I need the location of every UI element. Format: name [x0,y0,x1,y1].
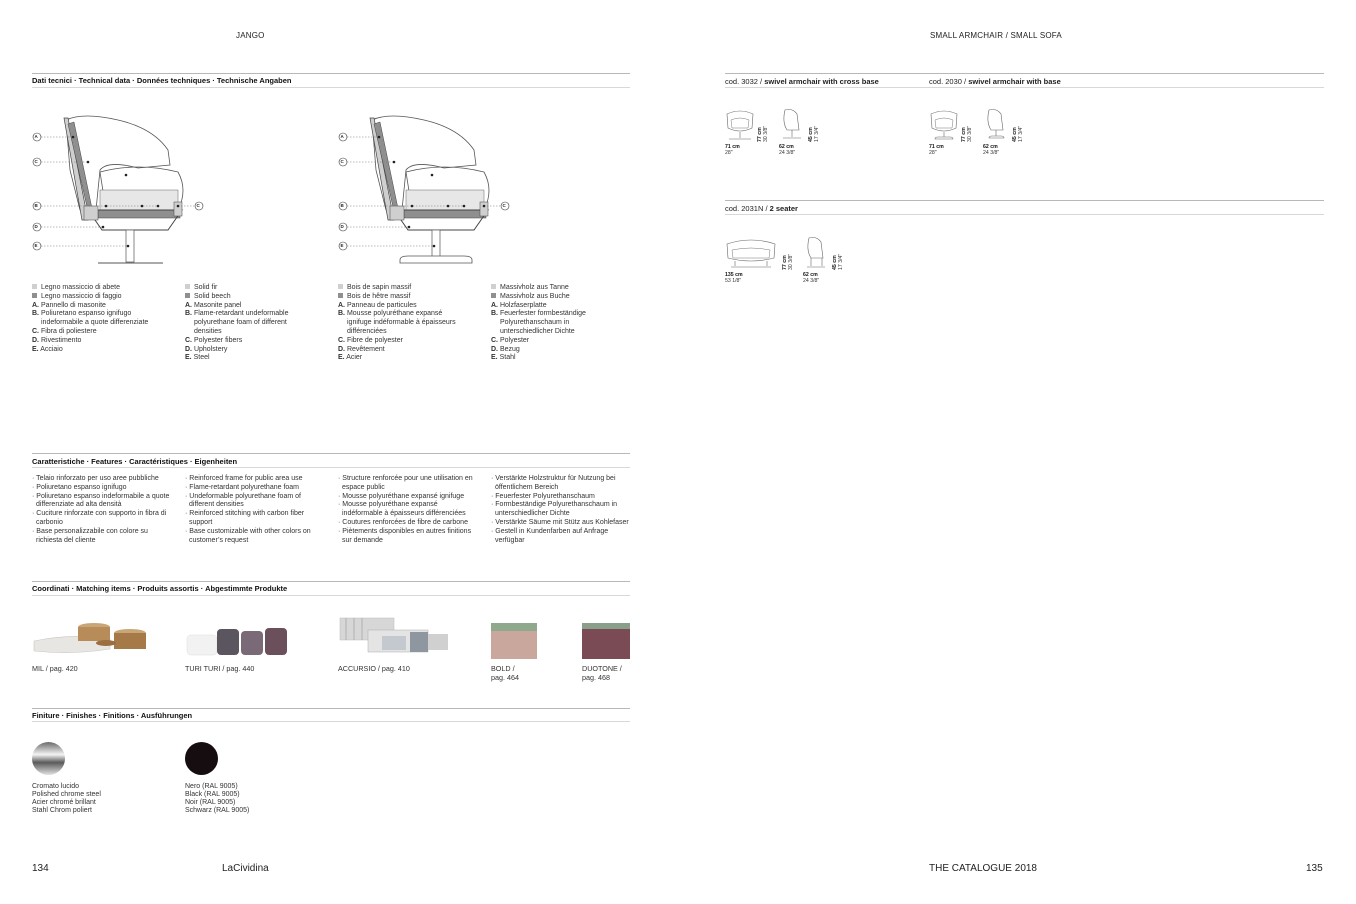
callout-e: E [34,242,38,248]
callout-d: D [340,223,344,229]
beech-swatch [185,293,190,298]
fir-swatch [338,284,343,289]
matching-caption-mil: MIL / pag. 420 [32,664,78,673]
beech-swatch [491,293,496,298]
finish-chrome-label: Cromato lucido Polished chrome steel Acier chromé brillant Stahl Chrom poliert [32,783,101,814]
depth-dimension: 62 cm 24 3/8" [983,144,1000,156]
divider [32,453,630,454]
legend-english: Solid fir Solid beech A. Masonite panel B. Flame-retardant undeformable polyurethane foam of different densities C. Polyester fibers D. Upholstery E. Steel [185,284,289,362]
beech-swatch [32,293,37,298]
legend-french: Bois de sapin massif Bois de hêtre massif A. Panneau de particules B. Mousse polyuréthane expansé ignifuge indéformable à épaisseurs différenciées C. Fibre de polyester D. Revêtement E. Acier [338,284,456,362]
divider [725,73,1324,74]
black-finish-swatch [185,742,218,775]
product-code-2030: cod. 2030 / swivel armchair with base [929,77,1061,86]
features-german: · Verstärkte Holzstruktur für Nutzung bei öffentlichem Bereich · Feuerfester Polyurethanschaum · Formbeständige Polyurethanschaum in unterschiedlicher Dichte · Verstärkte Säume mit Stütz aus Kohlefaser · Gestell in Kundenfarben auf Anfrage verfügbar [491,475,629,544]
technical-section-title: Dati tecnici · Technical data · Données techniques · Technische Angaben [32,76,292,85]
sofa-side-view-icon [803,236,827,270]
duotone-rug-thumbnail [582,623,630,659]
cross-section-diagram-2 [334,110,524,270]
divider [32,708,630,709]
callout-b: B [34,202,38,208]
callout-markers-2 [338,132,348,252]
armchair-side-view-icon [779,108,803,142]
mil-thumbnail [32,615,158,659]
seat-height-dimension: 45 cm 17 3/4" [832,253,844,270]
page-number-right: 135 [1306,863,1323,874]
finish-black-label: Nero (RAL 9005) Black (RAL 9005) Noir (RAL 9005) Schwarz (RAL 9005) [185,783,250,814]
product-code-2031n: cod. 2031N / 2 seater [725,204,798,213]
armchair-side-view-icon [983,108,1007,142]
fir-swatch [491,284,496,289]
turi-turi-thumbnail [185,625,297,659]
chrome-finish-swatch [32,742,65,775]
legend-german: Massivholz aus Tanne Massivholz aus Buche A. Holzfaserplatte B. Feuerfester formbeständige Polyurethanschaum in unterschiedlicher Dichte C. Polyester D. Bezug E. Stahl [491,284,586,362]
armchair-front-view-icon [725,108,755,142]
divider [725,87,1324,88]
legend-italian: Legno massiccio di abete Legno massiccio di faggio A. Pannello di masonite B. Poliuretano espanso ignifugo indeformabile a quote differenziate C. Fibra di poliestere D. Rivestimento E. Acciaio [32,284,149,353]
beech-swatch [338,293,343,298]
callout-c: C [340,158,344,164]
height-dimension: 77 cm 30 3/8" [782,253,794,270]
height-dimension: 77 cm 30 3/8" [757,125,769,142]
cross-section-diagram-1 [28,110,218,270]
divider [32,721,630,722]
seat-height-dimension: 45 cm 17 3/4" [808,125,820,142]
divider [32,467,630,468]
matching-caption-duotone: DUOTONE / pag. 468 [582,664,622,682]
callout-b: B [340,202,344,208]
callout-a: A [34,133,38,139]
divider [32,87,630,88]
matching-caption-accursio: ACCURSIO / pag. 410 [338,664,410,673]
divider [32,581,630,582]
width-dimension: 71 cm 28" [929,144,944,156]
matching-caption-turi-turi: TURI TURI / pag. 440 [185,664,255,673]
brand-name: LaCividina [222,863,269,874]
width-dimension: 135 cm 53 1/8" [725,272,743,284]
armchair-front-view-icon [929,108,959,142]
callout-c-right: C [502,202,506,208]
depth-dimension: 62 cm 24 3/8" [779,144,796,156]
fir-swatch [185,284,190,289]
divider [725,214,1324,215]
accursio-thumbnail [338,616,450,658]
seat-height-dimension: 45 cm 17 3/4" [1012,125,1024,142]
height-dimension: 77 cm 30 3/8" [961,125,973,142]
callout-c: C [34,158,38,164]
finishes-section-title: Finiture · Finishes · Finitions · Ausführungen [32,711,193,720]
callout-d: D [34,223,38,229]
page-number-left: 134 [32,863,49,874]
fir-swatch [32,284,37,289]
features-english: · Reinforced frame for public area use · Flame-retardant polyurethane foam · Undeformable polyurethane foam of different densities · Reinforced stitching with carbon fiber support · Base customizable with other colors on customer’s request [185,475,311,544]
callout-a: A [340,133,344,139]
product-code-3032: cod. 3032 / swivel armchair with cross base [725,77,879,86]
divider [32,595,630,596]
sofa-front-view-icon [725,236,777,270]
bold-rug-thumbnail [491,623,537,659]
width-dimension: 71 cm 28" [725,144,740,156]
depth-dimension: 62 cm 24 3/8" [803,272,820,284]
callout-e: E [340,242,344,248]
divider [725,200,1324,201]
features-italian: · Telaio rinforzato per uso aree pubbliche · Poliuretano espanso ignifugo · Poliuretano espanso indeformabile a quote differenziate ad alta densità · Cuciture rinforzate con supporto in fibra di carbonio · Base personalizzabile con colore su richiesta del cliente [32,475,170,544]
left-page-header: JANGO [236,31,265,40]
matching-caption-bold: BOLD / pag. 464 [491,664,519,682]
catalogue-title: THE CATALOGUE 2018 [929,863,1037,874]
features-french: · Structure renforcée pour une utilisation en espace public · Mousse polyuréthane expansé ignifuge · Mousse polyuréthane expansé indéformable à épaisseurs différenciées · Coutures renforcées de fibre de carbone · Piètements disponibles en autres finitions sur demande [338,475,473,544]
features-section-title: Caratteristiche · Features · Caractéristiques · Eigenheiten [32,457,238,466]
matching-section-title: Coordinati · Matching items · Produits assortis · Abgestimmte Produkte [32,584,288,593]
divider [32,73,630,74]
callout-c-right: C [196,202,200,208]
right-page-header: SMALL ARMCHAIR / SMALL SOFA [930,31,1062,40]
callout-markers-1 [32,132,42,252]
